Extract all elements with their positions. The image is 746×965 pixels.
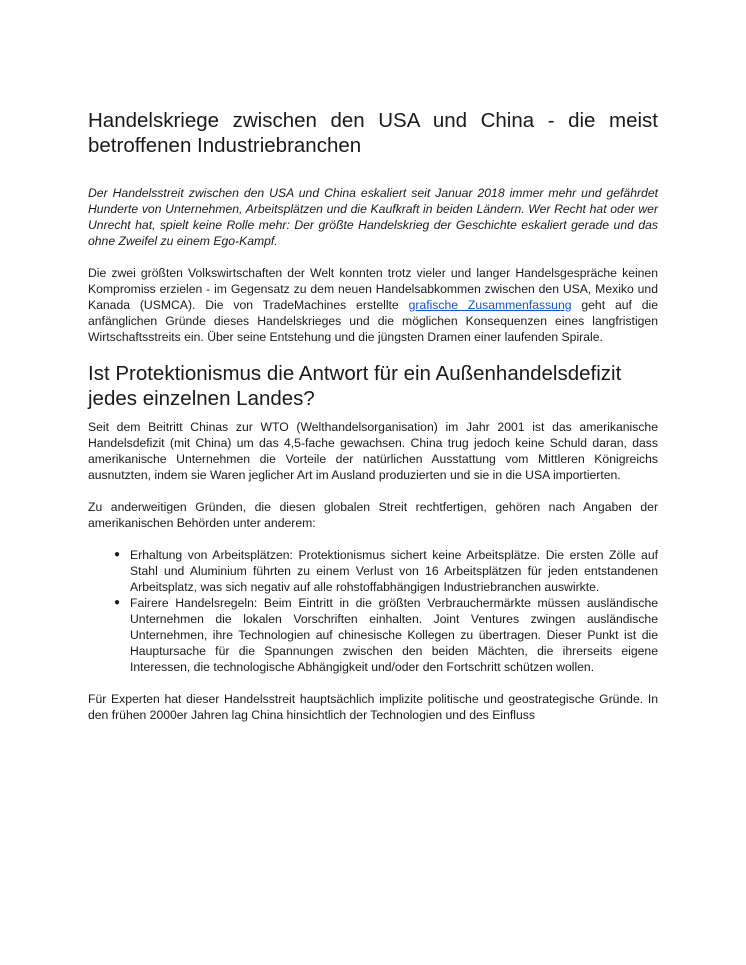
bullet-icon: ●	[114, 597, 121, 608]
paragraph-economies-text-before: Die zwei größten Volkswirtschaften der Welt konnten trotz vieler und langer Handelsgespräche keinen Kompromiss erzielen - im Gegensatz zu dem neuen Handelsabkommen zwischen den USA, Mexiko und Kanada (USMCA). Die von TradeMachines erstellte	[88, 266, 658, 312]
document-page	[88, 108, 658, 739]
list-item-text: Erhaltung von Arbeitsplätzen: Protektionismus sichert keine Arbeitsplätze. Die ersten Zölle auf Stahl und Aluminium führten zu einem Verlust von 16 Arbeitsplätzen für jeden entstandenen Arbeitsplatz, was sich negativ auf alle rohstoffabhängigen Industriebranchen auswirkte.	[130, 548, 658, 594]
list-item	[114, 547, 658, 595]
bullet-icon: ●	[114, 549, 121, 560]
reasons-list	[88, 547, 658, 675]
paragraph-experts: Für Experten hat dieser Handelsstreit hauptsächlich implizite politische und geostrategische Gründe. In den frühen 2000er Jahren lag China hinsichtlich der Technologien und des Einfluss	[88, 692, 658, 722]
paragraph-wto: Seit dem Beitritt Chinas zur WTO (Welthandelsorganisation) im Jahr 2001 ist das amerikanische Handelsdefizit (mit China) um das 4,5-fache gewachsen. China trug jedoch keine Schuld daran, dass amerikanische Unternehmen die Vorteile der natürlichen Ausstattung vom Mittleren Königreichs ausnutzten, indem sie Waren jeglicher Art im Ausland produzierten und sie in die USA importierten.	[88, 420, 658, 482]
list-item-text: Fairere Handelsregeln: Beim Eintritt in die größten Verbrauchermärkte müssen ausländische Unternehmen die lokalen Vorschriften einhalten. Joint Ventures zwingen ausländische Unternehmen, ihre Technologien auf chinesische Kollegen zu übertragen. Dieser Punkt ist die Hauptursache für die Spannungen zwischen den beiden Mächten, die ihrerseits eigene Interessen, die technologische Abhängigkeit und/oder den Fortschritt schützen wollen.	[130, 596, 658, 674]
paragraph-economies-text-after: geht auf die anfänglichen Gründe dieses Handelskrieges und die möglichen Konsequenzen eines langfristigen Wirtschaftsstreits ein. Über seine Entstehung und die jüngsten Dramen einer laufenden Spirale.	[88, 298, 659, 344]
list-item	[114, 595, 658, 675]
paragraph-reasons: Zu anderweitigen Gründen, die diesen globalen Streit rechtfertigen, gehören nach Angaben der amerikanischen Behörden unter anderem:	[88, 500, 658, 530]
paragraph-economies	[88, 265, 658, 345]
summary-link[interactable]: grafische Zusammenfassung	[408, 298, 572, 312]
document-title: Handelskriege zwischen den USA und China - die meist betroffenen Industriebranchen	[88, 109, 658, 157]
intro-paragraph: Der Handelsstreit zwischen den USA und China eskaliert seit Januar 2018 immer mehr und gefährdet Hunderte von Unternehmen, Arbeitsplätzen und die Kaufkraft in beiden Ländern. Wer Recht hat oder wer Unrecht hat, spielt keine Rolle mehr: Der größte Handelskrieg der Geschichte eskaliert gerade und das ohne Zweifel zu einem Ego-Kampf.	[88, 186, 658, 248]
section-heading-protectionism: Ist Protektionismus die Antwort für ein Außenhandelsdefizit jedes einzelnen Landes?	[88, 362, 622, 410]
